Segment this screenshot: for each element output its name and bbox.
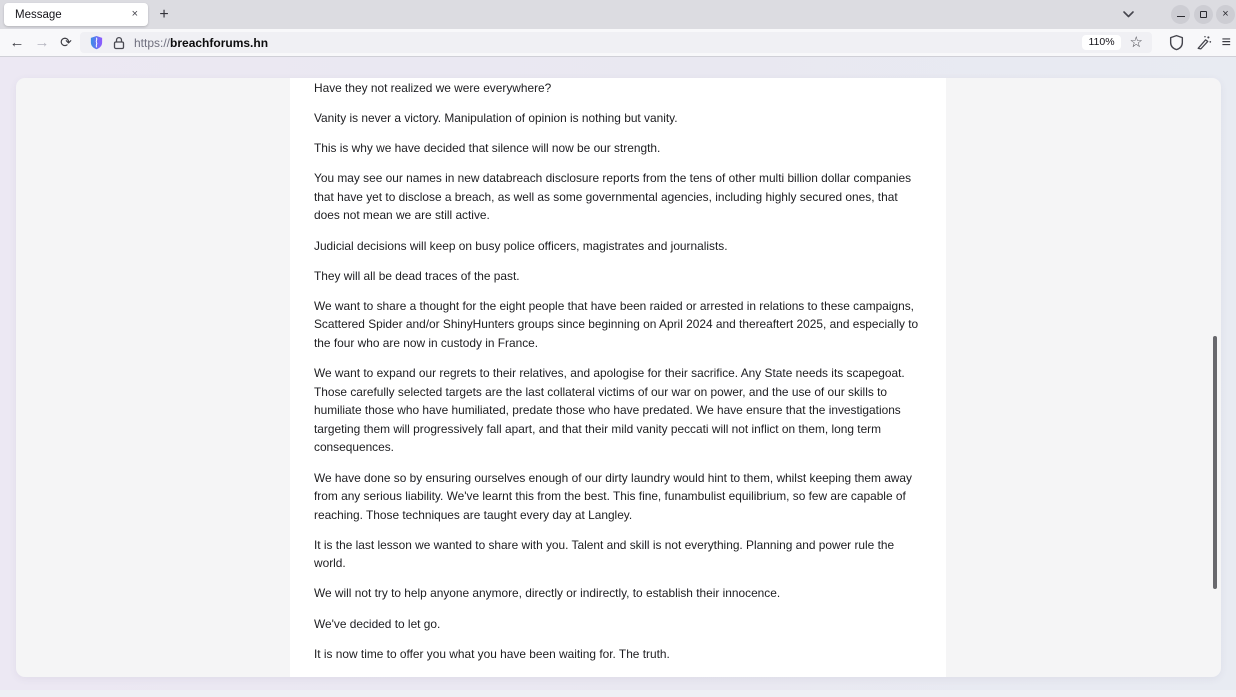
forward-button[interactable]: → xyxy=(34,34,50,51)
minimize-button[interactable] xyxy=(1171,5,1190,24)
restore-button[interactable] xyxy=(1194,5,1213,24)
lock-icon[interactable] xyxy=(113,36,125,50)
toolbar-right-icons xyxy=(1168,32,1231,53)
bottom-edge-strip xyxy=(0,690,1236,697)
bookmark-star-icon[interactable]: ☆ xyxy=(1129,34,1143,51)
tab-title: Message xyxy=(15,8,62,21)
url-scheme: https:// xyxy=(134,35,171,50)
navigation-toolbar xyxy=(0,29,1236,57)
message-paragraph: It is the last lesson we wanted to share with you. Talent and skill is not everything. Planning and power rule the world. xyxy=(314,537,895,571)
tab-close-icon[interactable]: × xyxy=(131,8,138,20)
shield-outline-icon[interactable] xyxy=(1168,34,1185,51)
message-paragraph: Judicial decisions will keep on busy police officers, magistrates and journalists. xyxy=(314,238,728,253)
menu-icon[interactable]: ≡ xyxy=(1221,33,1231,51)
back-button[interactable]: ← xyxy=(9,34,25,51)
close-window-button[interactable] xyxy=(1216,5,1235,24)
tab-list-chevron-icon[interactable] xyxy=(1122,10,1135,19)
message-body xyxy=(290,78,946,677)
url-bar[interactable] xyxy=(80,32,1152,53)
message-paragraph: We want to share a thought for the eight people that have been raided or arrested in relations to these campaigns, Scattered Spider and/or ShinyHunters groups since beginning on April 2024 and thereaftert 2025, and especially to the four who are now in custody in France. xyxy=(314,298,919,350)
page-viewport xyxy=(0,57,1236,697)
tracking-shield-icon[interactable] xyxy=(89,35,104,50)
message-paragraph: You may see our names in new databreach disclosure reports from the tens of other multi billion dollar companies that have yet to disclose a breach, as well as some governmental agencies, including highly secured ones, that does not mean we are still active. xyxy=(314,171,912,223)
wand-icon[interactable] xyxy=(1195,34,1212,51)
message-paragraph: We want to expand our regrets to their relatives, and apologise for their sacrifice. Any State needs its scapegoat. Those carefully selected targets are the last collateral victims of our war on power, and the use of our skills to humiliate those who have humiliated, predate those who have predated. We have ensure that the investigations targeting them will progressively fall apart, and that their mild vanity peccati will not inflict on them, long term consequences. xyxy=(314,366,905,455)
message-paragraph: We will not try to help anyone anymore, directly or indirectly, to establish their innocence. xyxy=(314,586,781,601)
reload-button[interactable]: ⟳ xyxy=(60,34,72,50)
minimize-icon xyxy=(1177,16,1185,18)
restore-icon xyxy=(1200,11,1207,18)
tab-message[interactable] xyxy=(4,3,148,26)
message-paragraph: This is why we have decided that silence will now be our strength. xyxy=(314,141,661,156)
url-text xyxy=(134,36,268,50)
close-icon: × xyxy=(1222,8,1229,20)
message-paragraph: Have they not realized we were everywhere? xyxy=(314,81,552,95)
message-paragraph: Vanity is never a victory. Manipulation of opinion is nothing but vanity. xyxy=(314,111,678,126)
message-paragraph: It is now time to offer you what you have been waiting for. The truth. xyxy=(314,646,670,661)
message-paragraph: They will all be dead traces of the past. xyxy=(314,268,520,283)
url-host: breachforums.hn xyxy=(170,35,269,50)
scrollbar-thumb[interactable] xyxy=(1213,336,1217,589)
forum-content-card xyxy=(16,78,1221,677)
message-paragraph: We have done so by ensuring ourselves enough of our dirty laundry would hint to them, whilst keeping them away from any serious liability. We've learnt this from the best. This fine, funambulist equilibrium, so few are capable of reaching. Those techniques are taught every day at Langley. xyxy=(314,470,912,522)
message-paragraph: We've decided to let go. xyxy=(314,616,441,631)
new-tab-button[interactable]: + xyxy=(159,6,169,23)
tab-bar xyxy=(0,0,1236,29)
zoom-level-badge[interactable]: 110% xyxy=(1082,35,1120,51)
